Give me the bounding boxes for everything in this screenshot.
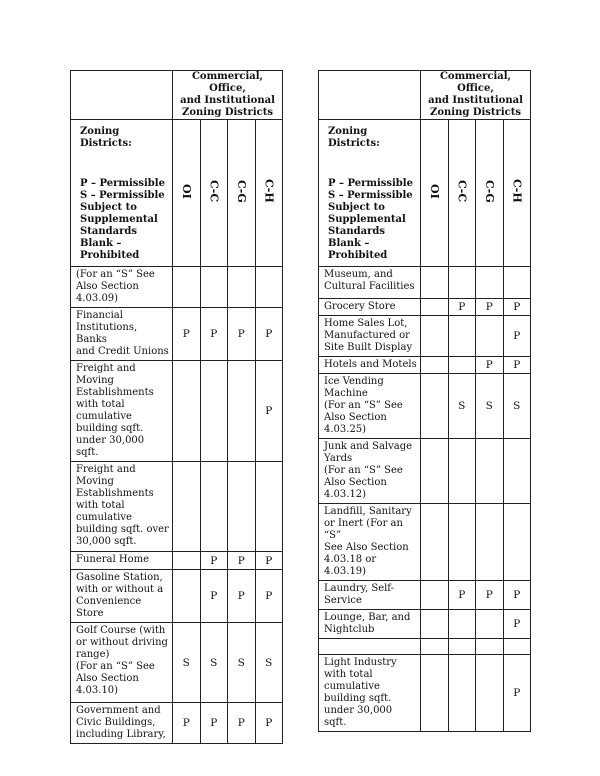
permission-cell-cg: P	[228, 308, 256, 361]
use-name-line: 4.03.18 or 4.03.19)	[324, 554, 377, 577]
use-name-line: under 30,000 sqft.	[76, 435, 145, 458]
use-name-cell	[71, 703, 173, 744]
use-name-line: Nightclub	[324, 624, 375, 635]
district-col-oi	[421, 120, 449, 267]
use-name-line: Machine	[324, 388, 368, 399]
zoning-table-right	[318, 70, 531, 732]
permission-cell-oi	[421, 439, 449, 504]
use-name-cell	[71, 623, 173, 703]
table-row	[319, 639, 531, 655]
table-row	[319, 439, 531, 504]
legend-supplemental-2: Subject to	[80, 202, 137, 213]
permission-cell-cg	[476, 504, 504, 581]
use-name-cell	[71, 570, 173, 623]
permission-cell-ch: P	[255, 552, 283, 570]
permission-cell-ch: S	[503, 374, 531, 439]
use-name-cell	[319, 374, 421, 439]
permission-cell-cg	[476, 610, 504, 639]
district-col-oi	[173, 120, 201, 267]
permission-cell-cc: S	[200, 623, 228, 703]
permission-cell-oi	[173, 361, 201, 462]
permission-cell-ch	[503, 439, 531, 504]
district-col-ch	[255, 120, 283, 267]
legend-supplemental-1: S – Permissible	[328, 190, 413, 201]
use-name-cell	[319, 316, 421, 357]
use-name-line: Junk and Salvage	[324, 441, 413, 452]
permission-cell-cc	[448, 655, 476, 732]
permission-cell-ch	[255, 267, 283, 308]
table-row	[319, 504, 531, 581]
district-label: C-C	[455, 179, 469, 203]
district-group-header	[421, 71, 531, 120]
use-name-line: 4.03.09)	[76, 293, 119, 304]
permission-cell-oi: P	[173, 703, 201, 744]
use-name-cell	[71, 361, 173, 462]
table-row	[71, 462, 283, 552]
use-name-line: Convenience Store	[76, 596, 142, 619]
legend-cell	[71, 120, 173, 267]
legend-permissible: P – Permissible	[80, 178, 165, 189]
permission-cell-cg: P	[476, 299, 504, 316]
district-col-cg	[228, 120, 256, 267]
use-name-cell	[71, 552, 173, 570]
use-name-line: Laundry, Self-	[324, 583, 395, 594]
use-name-cell	[319, 655, 421, 732]
table-row	[71, 308, 283, 361]
district-label: C-G	[234, 179, 248, 203]
use-name-line: or Inert (For an “S”	[324, 518, 403, 541]
legend-prohibited: Blank – Prohibited	[80, 238, 140, 261]
permission-cell-cc: P	[200, 308, 228, 361]
use-name-line: 4.03.25)	[324, 424, 367, 435]
use-name-line: Cultural Facilities	[324, 281, 415, 292]
use-name-cell	[319, 504, 421, 581]
permission-cell-cg: P	[228, 552, 256, 570]
permission-cell-oi	[421, 267, 449, 299]
permission-cell-cg	[476, 439, 504, 504]
permission-cell-cc: S	[448, 374, 476, 439]
table-row	[319, 357, 531, 374]
table-row	[319, 610, 531, 639]
use-name-line: Civic Buildings,	[76, 717, 156, 728]
permission-cell-cc	[448, 316, 476, 357]
permission-cell-ch	[503, 267, 531, 299]
permission-cell-oi	[421, 639, 449, 655]
use-name-line: Also Section	[324, 412, 387, 423]
corner-cell	[319, 71, 421, 120]
legend-supplemental-1: S – Permissible	[80, 190, 165, 201]
permission-cell-cc	[448, 504, 476, 581]
permission-cell-cc: P	[448, 299, 476, 316]
permission-cell-ch	[503, 504, 531, 581]
legend-permissible: P – Permissible	[328, 178, 413, 189]
table-row	[319, 267, 531, 299]
permission-cell-cg	[476, 267, 504, 299]
use-name-line: range)	[76, 649, 110, 660]
use-name-line: Financial	[76, 310, 123, 321]
use-name-cell	[319, 357, 421, 374]
permission-cell-cg: P	[476, 357, 504, 374]
use-name-line: Light Industry	[324, 657, 397, 668]
use-name-cell	[319, 639, 421, 655]
permission-cell-cc: P	[448, 581, 476, 610]
permission-cell-ch: P	[503, 655, 531, 732]
permission-cell-cc: P	[200, 552, 228, 570]
permission-cell-cc	[448, 639, 476, 655]
district-label: C-H	[262, 179, 276, 203]
district-group-header	[173, 71, 283, 120]
use-name-line: Service	[324, 595, 362, 606]
legend-supplemental-4: Standards	[328, 226, 385, 237]
group-line-1: Commercial, Office,	[439, 71, 512, 94]
use-name-cell	[319, 299, 421, 316]
use-name-line: Gasoline Station,	[76, 572, 163, 583]
use-name-line: or without driving	[76, 637, 168, 648]
use-name-line: with total	[324, 669, 373, 680]
permission-cell-ch: P	[503, 610, 531, 639]
district-col-cg	[476, 120, 504, 267]
use-name-line: and Credit Unions	[76, 346, 169, 357]
use-name-line: Institutions, Banks	[76, 322, 138, 345]
permission-cell-cc: P	[200, 570, 228, 623]
use-name-line: (For an “S” See	[76, 661, 155, 672]
table-row	[319, 299, 531, 316]
use-name-line: Establishments	[76, 387, 154, 398]
legend-supplemental-4: Standards	[80, 226, 137, 237]
group-line-3: Zoning Districts	[430, 107, 521, 118]
permission-cell-oi	[173, 552, 201, 570]
permission-cell-cc	[448, 439, 476, 504]
zoning-table-left	[70, 70, 283, 744]
right-table-body	[319, 267, 531, 732]
group-line-1: Commercial, Office,	[191, 71, 264, 94]
use-name-line: Also Section	[76, 281, 139, 292]
permission-cell-cc	[448, 267, 476, 299]
legend-cell	[319, 120, 421, 267]
use-name-line: building sqft. over	[76, 524, 169, 535]
permission-cell-cg: P	[476, 581, 504, 610]
permission-cell-oi	[421, 374, 449, 439]
use-name-line: Also Section	[324, 477, 387, 488]
permission-cell-ch: S	[255, 623, 283, 703]
district-label: C-C	[207, 179, 221, 203]
permission-cell-cc	[448, 357, 476, 374]
table-row	[319, 316, 531, 357]
use-name-line: Golf Course (with	[76, 625, 166, 636]
use-name-line: Ice Vending	[324, 376, 384, 387]
table-row	[71, 703, 283, 744]
permission-cell-cc	[200, 267, 228, 308]
permission-cell-ch: P	[503, 316, 531, 357]
permission-cell-cg	[228, 361, 256, 462]
permission-cell-oi	[173, 462, 201, 552]
permission-cell-cc	[448, 610, 476, 639]
district-col-cc	[200, 120, 228, 267]
use-name-line: with or without a	[76, 584, 164, 595]
use-name-cell	[71, 308, 173, 361]
permission-cell-ch: P	[255, 308, 283, 361]
use-name-line: Freight and	[76, 464, 136, 475]
permission-cell-ch	[255, 462, 283, 552]
permission-cell-cg	[228, 462, 256, 552]
use-name-line: Government and	[76, 705, 161, 716]
use-name-line: cumulative	[324, 681, 380, 692]
permission-cell-ch	[503, 639, 531, 655]
permission-cell-ch: P	[503, 299, 531, 316]
use-name-line: 4.03.10)	[76, 685, 119, 696]
permission-cell-oi	[421, 316, 449, 357]
use-name-cell	[319, 267, 421, 299]
corner-cell	[71, 71, 173, 120]
use-name-line: See Also Section	[324, 542, 409, 553]
permission-cell-oi	[421, 655, 449, 732]
permission-cell-oi: S	[173, 623, 201, 703]
use-name-line: Freight and	[76, 363, 136, 374]
use-name-line: cumulative	[76, 512, 132, 523]
permission-cell-oi	[421, 610, 449, 639]
use-name-line: Landfill, Sanitary	[324, 506, 412, 517]
permission-cell-cg: S	[228, 623, 256, 703]
legend-supplemental-3: Supplemental	[328, 214, 406, 225]
use-name-line: Manufactured or	[324, 330, 410, 341]
use-name-line: 30,000 sqft.	[76, 536, 137, 547]
use-name-line: Site Built Display	[324, 342, 413, 353]
legend-supplemental-3: Supplemental	[80, 214, 158, 225]
permission-cell-cc: P	[200, 703, 228, 744]
use-name-line: Museum, and	[324, 269, 393, 280]
permission-cell-cg	[476, 655, 504, 732]
use-name-line: (For an “S” See	[76, 269, 155, 280]
district-label: C-G	[482, 179, 496, 203]
use-name-line: Moving	[76, 476, 114, 487]
district-col-ch	[503, 120, 531, 267]
use-name-line: Funeral Home	[76, 554, 149, 565]
table-row	[71, 361, 283, 462]
permission-cell-cg: P	[228, 703, 256, 744]
group-line-2: and Institutional	[180, 95, 275, 106]
legend-title: Zoning Districts:	[328, 126, 380, 149]
table-row	[319, 374, 531, 439]
permission-cell-ch: P	[255, 361, 283, 462]
permission-cell-cg	[476, 639, 504, 655]
use-name-line: building sqft.	[324, 693, 392, 704]
use-name-cell	[319, 581, 421, 610]
group-line-3: Zoning Districts	[182, 107, 273, 118]
permission-cell-oi	[173, 267, 201, 308]
permission-cell-ch: P	[503, 581, 531, 610]
legend-prohibited: Blank – Prohibited	[328, 238, 388, 261]
district-label: OI	[179, 183, 193, 199]
table-row	[71, 552, 283, 570]
use-name-line: Establishments	[76, 488, 154, 499]
use-name-line: Lounge, Bar, and	[324, 612, 411, 623]
permission-cell-cc	[200, 361, 228, 462]
use-name-line: including Library,	[76, 729, 166, 740]
permission-cell-ch: P	[255, 570, 283, 623]
permission-cell-cg	[228, 267, 256, 308]
use-name-cell	[319, 439, 421, 504]
permission-cell-oi: P	[173, 308, 201, 361]
use-name-cell	[71, 462, 173, 552]
use-name-line: Hotels and Motels	[324, 359, 417, 370]
legend-supplemental-2: Subject to	[328, 202, 385, 213]
table-row	[319, 655, 531, 732]
use-name-line: (For an “S” See	[324, 465, 403, 476]
permission-cell-cg	[476, 316, 504, 357]
permission-cell-cc	[200, 462, 228, 552]
use-name-line: Home Sales Lot,	[324, 318, 408, 329]
group-line-2: and Institutional	[428, 95, 523, 106]
permission-cell-oi	[173, 570, 201, 623]
permission-cell-oi	[421, 357, 449, 374]
permission-cell-oi	[421, 299, 449, 316]
legend-title: Zoning Districts:	[80, 126, 132, 149]
district-col-cc	[448, 120, 476, 267]
table-row	[71, 570, 283, 623]
permission-cell-cg: S	[476, 374, 504, 439]
table-row	[71, 267, 283, 308]
use-name-line: Also Section	[76, 673, 139, 684]
permission-cell-oi	[421, 581, 449, 610]
use-name-line: Grocery Store	[324, 301, 396, 312]
use-name-cell	[71, 267, 173, 308]
permission-cell-ch: P	[255, 703, 283, 744]
use-name-line: Yards	[324, 453, 353, 464]
use-name-cell	[319, 610, 421, 639]
permission-cell-oi	[421, 504, 449, 581]
table-row	[319, 581, 531, 610]
use-name-line: Moving	[76, 375, 114, 386]
permission-cell-cg: P	[228, 570, 256, 623]
use-name-line: cumulative	[76, 411, 132, 422]
use-name-line: building sqft.	[76, 423, 144, 434]
permission-cell-ch: P	[503, 357, 531, 374]
use-name-line: under 30,000 sqft.	[324, 705, 393, 728]
district-label: C-H	[510, 179, 524, 203]
use-name-line: with total	[76, 500, 125, 511]
use-name-line: 4.03.12)	[324, 489, 367, 500]
district-label: OI	[427, 183, 441, 199]
table-row	[71, 623, 283, 703]
use-name-line: (For an “S” See	[324, 400, 403, 411]
left-table-body	[71, 267, 283, 744]
use-name-line: with total	[76, 399, 125, 410]
